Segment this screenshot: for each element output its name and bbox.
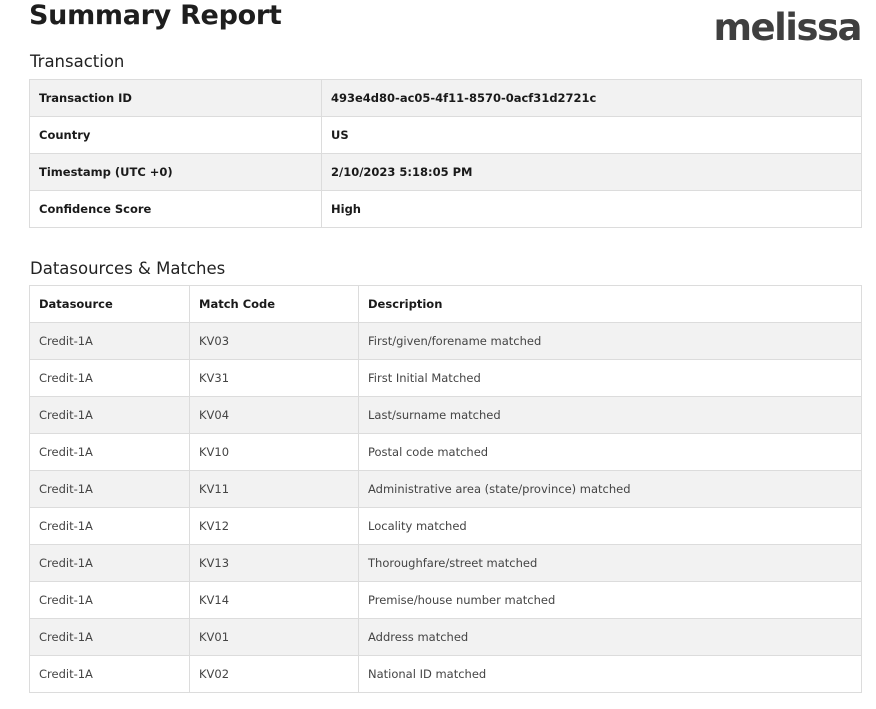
description-cell: National ID matched: [359, 656, 862, 693]
match-code-cell: KV10: [190, 434, 359, 471]
match-code-cell: KV13: [190, 545, 359, 582]
datasource-cell: Credit-1A: [30, 360, 190, 397]
transaction-heading: Transaction: [30, 52, 125, 71]
description-cell: Administrative area (state/province) matched: [359, 471, 862, 508]
match-code-cell: KV12: [190, 508, 359, 545]
description-cell: First Initial Matched: [359, 360, 862, 397]
table-row: [30, 80, 862, 117]
match-code-cell: KV31: [190, 360, 359, 397]
match-code-cell: KV03: [190, 323, 359, 360]
table-row: [30, 656, 862, 693]
match-code-cell: KV02: [190, 656, 359, 693]
column-header-datasource: Datasource: [30, 286, 190, 323]
description-cell: Locality matched: [359, 508, 862, 545]
table-row: [30, 434, 862, 471]
datasource-cell: Credit-1A: [30, 508, 190, 545]
table-header-row: [30, 286, 862, 323]
transaction-label: Confidence Score: [30, 191, 322, 228]
match-code-cell: KV04: [190, 397, 359, 434]
melissa-logo: melissa: [713, 6, 861, 49]
table-row: [30, 397, 862, 434]
match-code-cell: KV14: [190, 582, 359, 619]
transaction-value: High: [322, 191, 862, 228]
transaction-value: 493e4d80-ac05-4f11-8570-0acf31d2721c: [322, 80, 862, 117]
table-row: [30, 117, 862, 154]
column-header-description: Description: [359, 286, 862, 323]
description-cell: Premise/house number matched: [359, 582, 862, 619]
table-row: [30, 508, 862, 545]
datasource-cell: Credit-1A: [30, 582, 190, 619]
description-cell: First/given/forename matched: [359, 323, 862, 360]
datasource-cell: Credit-1A: [30, 545, 190, 582]
transaction-label: Country: [30, 117, 322, 154]
datasource-cell: Credit-1A: [30, 471, 190, 508]
page-title: Summary Report: [29, 0, 282, 31]
datasource-cell: Credit-1A: [30, 397, 190, 434]
table-row: [30, 471, 862, 508]
table-row: [30, 191, 862, 228]
description-cell: Address matched: [359, 619, 862, 656]
transaction-value: US: [322, 117, 862, 154]
description-cell: Thoroughfare/street matched: [359, 545, 862, 582]
table-row: [30, 360, 862, 397]
description-cell: Last/surname matched: [359, 397, 862, 434]
table-row: [30, 619, 862, 656]
column-header-match-code: Match Code: [190, 286, 359, 323]
table-row: [30, 323, 862, 360]
transaction-label: Transaction ID: [30, 80, 322, 117]
datasource-cell: Credit-1A: [30, 434, 190, 471]
datasource-cell: Credit-1A: [30, 656, 190, 693]
table-row: [30, 545, 862, 582]
match-code-cell: KV11: [190, 471, 359, 508]
table-row: [30, 582, 862, 619]
description-cell: Postal code matched: [359, 434, 862, 471]
transaction-table: [29, 79, 862, 228]
transaction-label: Timestamp (UTC +0): [30, 154, 322, 191]
transaction-value: 2/10/2023 5:18:05 PM: [322, 154, 862, 191]
datasources-heading: Datasources & Matches: [30, 259, 226, 278]
datasource-cell: Credit-1A: [30, 323, 190, 360]
datasource-cell: Credit-1A: [30, 619, 190, 656]
match-code-cell: KV01: [190, 619, 359, 656]
datasources-table: [29, 285, 862, 693]
table-row: [30, 154, 862, 191]
